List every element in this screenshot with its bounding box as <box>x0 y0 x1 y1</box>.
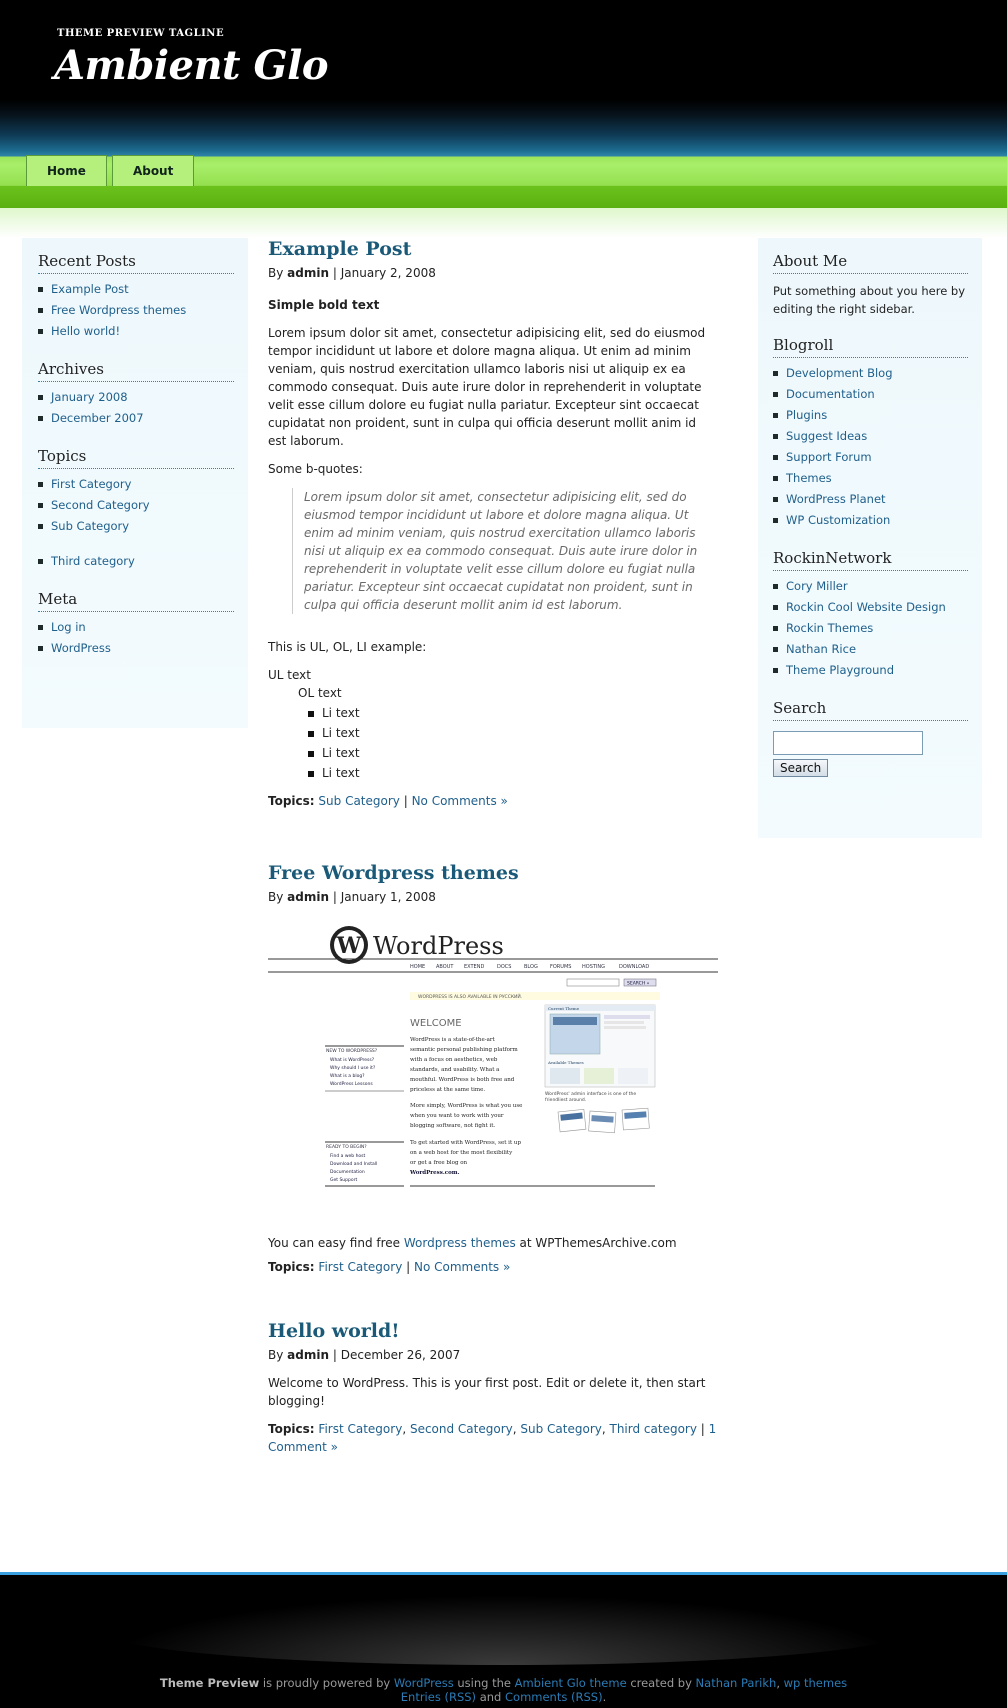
right-sidebar <box>758 238 982 838</box>
wp-nav-item: DOCS <box>497 964 512 970</box>
wp-welcome-line: standards, and usability. What a <box>410 1067 500 1073</box>
post-byline: By admin | January 2, 2008 <box>268 266 436 280</box>
blogroll-heading: Blogroll <box>773 336 968 358</box>
blogroll-link[interactable]: Suggest Ideas <box>773 429 968 443</box>
topics-list <box>38 477 234 568</box>
recent-post-link[interactable]: Example Post <box>38 282 234 296</box>
wp-nav-item: HOSTING <box>582 964 606 970</box>
rockin-link[interactable]: Rockin Cool Website Design <box>773 600 968 614</box>
wp-ready-link: Get Support <box>330 1178 358 1183</box>
comments-link[interactable]: No Comments » <box>411 794 508 808</box>
list-item: Li text <box>308 706 718 720</box>
footer-wpthemes-link[interactable]: wp themes <box>783 1676 848 1690</box>
bold-text: Simple bold text <box>268 298 380 312</box>
wp-admin-caption: WordPress' admin interface is one of the <box>545 1092 637 1097</box>
topic-link[interactable]: Third category <box>38 554 234 568</box>
wp-ready-link: Find a web host <box>330 1154 366 1159</box>
topic-link[interactable]: First Category <box>38 477 234 491</box>
wp-more-line: blogging software, not fight it. <box>410 1123 496 1129</box>
topic-link[interactable]: Sub Category <box>38 519 234 533</box>
blogroll-link[interactable]: WP Customization <box>773 513 968 527</box>
rockin-list <box>773 579 968 677</box>
list-item: Li text <box>308 746 718 760</box>
topic-link[interactable]: Second Category <box>38 498 234 512</box>
wp-logo-text: WordPress <box>373 932 504 960</box>
header-fade <box>0 208 1007 238</box>
site-tagline: THEME PREVIEW TAGLINE <box>57 28 225 39</box>
wp-start-line: To get started with WordPress, set it up <box>410 1140 521 1146</box>
footer-theme-link[interactable]: Ambient Glo theme <box>514 1676 627 1690</box>
list-spacer <box>38 540 234 554</box>
rockin-heading: RockinNetwork <box>773 549 968 571</box>
post-free-themes <box>268 862 718 1276</box>
wp-more-line: when you want to work with your <box>410 1113 504 1119</box>
wp-nav-item: EXTEND <box>464 964 485 970</box>
blogroll-link[interactable]: Development Blog <box>773 366 968 380</box>
post-title[interactable]: Hello world! <box>268 1320 400 1342</box>
wp-nav-item: BLOG <box>524 964 538 970</box>
archive-link[interactable]: December 2007 <box>38 411 234 425</box>
rockin-link[interactable]: Rockin Themes <box>773 621 968 635</box>
main-content <box>268 238 718 1456</box>
post-byline: By admin | January 1, 2008 <box>268 890 436 904</box>
blogroll-link[interactable]: Support Forum <box>773 450 968 464</box>
post-topics: Topics: Sub Category | No Comments » <box>268 794 508 808</box>
svg-text:W: W <box>336 933 362 959</box>
footer-entries-rss[interactable]: Entries (RSS) <box>400 1690 477 1704</box>
comments-link[interactable]: No Comments » <box>413 1260 511 1274</box>
post-topics: Topics: First Category | No Comments » <box>268 1260 511 1274</box>
topics-heading: Topics <box>38 447 234 469</box>
wp-welcome-line: priceless at the same time. <box>410 1087 486 1093</box>
wp-start-line: on a web host for the most flexibility <box>410 1150 513 1156</box>
ul-text: UL text <box>268 668 311 682</box>
main-nav <box>26 155 199 186</box>
wp-new-link: What is WordPress? <box>330 1058 375 1063</box>
wp-ready-link: Documentation <box>330 1170 365 1175</box>
wp-new-link: What is a blog? <box>330 1074 365 1079</box>
topic-link[interactable]: Sub Category <box>520 1422 602 1436</box>
wp-nav-item: DOWNLOAD <box>619 964 650 970</box>
wp-start-line: WordPress.com. <box>410 1170 460 1176</box>
left-sidebar <box>22 238 248 728</box>
site-title[interactable]: Ambient Glo <box>54 42 328 89</box>
wp-start-line: or get a free blog on <box>410 1160 468 1166</box>
wp-nav-item: FORUMS <box>550 964 572 970</box>
wordpress-screenshot-image <box>268 922 718 1212</box>
post-paragraph: Welcome to WordPress. This is your first post. Edit or delete it, then start blogging! <box>268 1376 706 1408</box>
wp-search-button: SEARCH » <box>627 981 650 987</box>
footer-text: Theme Preview is proudly powered by WordPress using the Ambient Glo theme created by Nathan Parikh, wp themes Entries (RSS) and Comments (RSS). <box>159 1676 848 1704</box>
footer-wordpress-link[interactable]: WordPress <box>393 1676 454 1690</box>
archives-list <box>38 390 234 425</box>
footer-comments-rss[interactable]: Comments (RSS) <box>505 1690 603 1704</box>
wp-welcome-line: mouthful. WordPress is both free and <box>410 1077 515 1083</box>
bquote-intro: Some b-quotes: <box>268 462 363 476</box>
list-intro: This is UL, OL, LI example: <box>268 640 427 654</box>
post-title[interactable]: Example Post <box>268 238 412 260</box>
wp-welcome-line: with a focus on aesthetics, web <box>410 1057 498 1063</box>
wp-new-link: WordPress Lessons <box>330 1082 373 1087</box>
rockin-link[interactable]: Cory Miller <box>773 579 968 593</box>
recent-posts-list <box>38 282 234 338</box>
recent-post-link[interactable]: Free Wordpress themes <box>38 303 234 317</box>
blogroll-link[interactable]: WordPress Planet <box>773 492 968 506</box>
wp-notice: WORDPRESS IS ALSO AVAILABLE IN РУССКИЙ. <box>418 995 523 1000</box>
meta-list <box>38 620 234 655</box>
wp-admin-caption: friendliest around. <box>545 1098 587 1103</box>
wp-current-theme: Current Theme <box>548 1006 580 1011</box>
post-topics: Topics: First Category, Second Category, Sub Category, Third category | 1 Comment » <box>268 1422 717 1454</box>
wordpress-screenshot <box>268 922 718 1212</box>
topic-link[interactable]: First Category <box>318 1260 403 1274</box>
wp-available-themes: Available Themes <box>548 1060 584 1065</box>
nav-home[interactable]: Home <box>26 155 107 186</box>
post-example <box>268 238 718 810</box>
blogroll-link[interactable]: Documentation <box>773 387 968 401</box>
nav-about[interactable]: About <box>112 155 194 186</box>
topic-link[interactable]: First Category <box>318 1422 403 1436</box>
wp-nav-item: ABOUT <box>436 964 454 970</box>
header-band <box>0 186 1007 208</box>
list-item: Li text <box>308 726 718 740</box>
blogroll-link[interactable]: Plugins <box>773 408 968 422</box>
blogroll-list <box>773 366 968 527</box>
wp-new-link: Why should I use it? <box>330 1066 376 1071</box>
topic-link[interactable]: Second Category <box>409 1422 513 1436</box>
recent-posts-heading: Recent Posts <box>38 252 234 274</box>
search-button[interactable]: Search <box>773 759 828 777</box>
footer-glow <box>100 1595 910 1665</box>
post-text: You can easy find free Wordpress themes at WPThemesArchive.com <box>268 1236 677 1250</box>
comments-link[interactable]: 1 Comment » <box>268 1422 717 1454</box>
post-byline: By admin | December 26, 2007 <box>268 1348 461 1362</box>
wp-nav-item: HOME <box>410 964 426 970</box>
wp-ready-heading: READY TO BEGIN? <box>326 1145 367 1150</box>
recent-post-link[interactable]: Hello world! <box>38 324 234 338</box>
footer-author-link[interactable]: Nathan Parikh <box>695 1676 777 1690</box>
about-text: Put something about you here by editing the right sidebar. <box>773 284 966 316</box>
blockquote: Lorem ipsum dolor sit amet, consectetur adipisicing elit, sed do eiusmod tempor incididunt ut labore et dolore magna aliqua. Ut enim ad minim veniam, quis nostrud exercitation ullamco laboris nisi ut aliquip ex ea commodo consequat. Duis aute irure dolor in reprehenderit in voluptate velit esse cillum dolore eu fugiat nulla pariatur. Excepteur sint occaecat cupidatat non proident, sunt in culpa qui officia deserunt mollit anim id est laborum. <box>292 488 718 614</box>
blogroll-link[interactable]: Themes <box>773 471 968 485</box>
about-heading: About Me <box>773 252 968 274</box>
archive-link[interactable]: January 2008 <box>38 390 234 404</box>
wordpress-link[interactable]: WordPress <box>38 641 234 655</box>
post-title[interactable]: Free Wordpress themes <box>268 862 519 884</box>
rockin-link[interactable]: Nathan Rice <box>773 642 968 656</box>
li-list <box>268 706 718 780</box>
topic-link[interactable]: Third category <box>609 1422 697 1436</box>
ol-text: OL text <box>298 686 342 700</box>
wp-ready-link: Download and Install <box>330 1162 378 1167</box>
wp-new-heading: NEW TO WORDPRESS? <box>326 1049 378 1054</box>
wordpress-themes-link[interactable]: Wordpress themes <box>403 1236 516 1250</box>
wp-welcome-line: semantic personal publishing platform <box>410 1047 518 1053</box>
rockin-link[interactable]: Theme Playground <box>773 663 968 677</box>
archives-heading: Archives <box>38 360 234 382</box>
meta-heading: Meta <box>38 590 234 612</box>
list-item: Li text <box>308 766 718 780</box>
login-link[interactable]: Log in <box>38 620 234 634</box>
wp-welcome: WELCOME <box>410 1018 462 1029</box>
search-input[interactable] <box>773 731 923 755</box>
topic-link[interactable]: Sub Category <box>318 794 400 808</box>
post-paragraph: Lorem ipsum dolor sit amet, consectetur adipisicing elit, sed do eiusmod tempor incididunt ut labore et dolore magna aliqua. Ut enim ad minim veniam, quis nostrud exercitation ullamco laboris nisi ut aliquip ex ea commodo consequat. Duis aute irure dolor in reprehenderit in voluptate velit esse cillum dolore eu fugiat nulla pariatur. Excepteur sint occaecat cupidatat non proident, sunt in culpa qui officia deserunt mollit anim id est laborum. <box>268 326 706 448</box>
wp-welcome-line: WordPress is a state-of-the-art <box>410 1037 495 1043</box>
wp-more-line: More simply, WordPress is what you use <box>410 1103 523 1109</box>
site-footer <box>0 1572 1007 1708</box>
search-heading: Search <box>773 699 968 721</box>
post-hello-world <box>268 1320 718 1456</box>
